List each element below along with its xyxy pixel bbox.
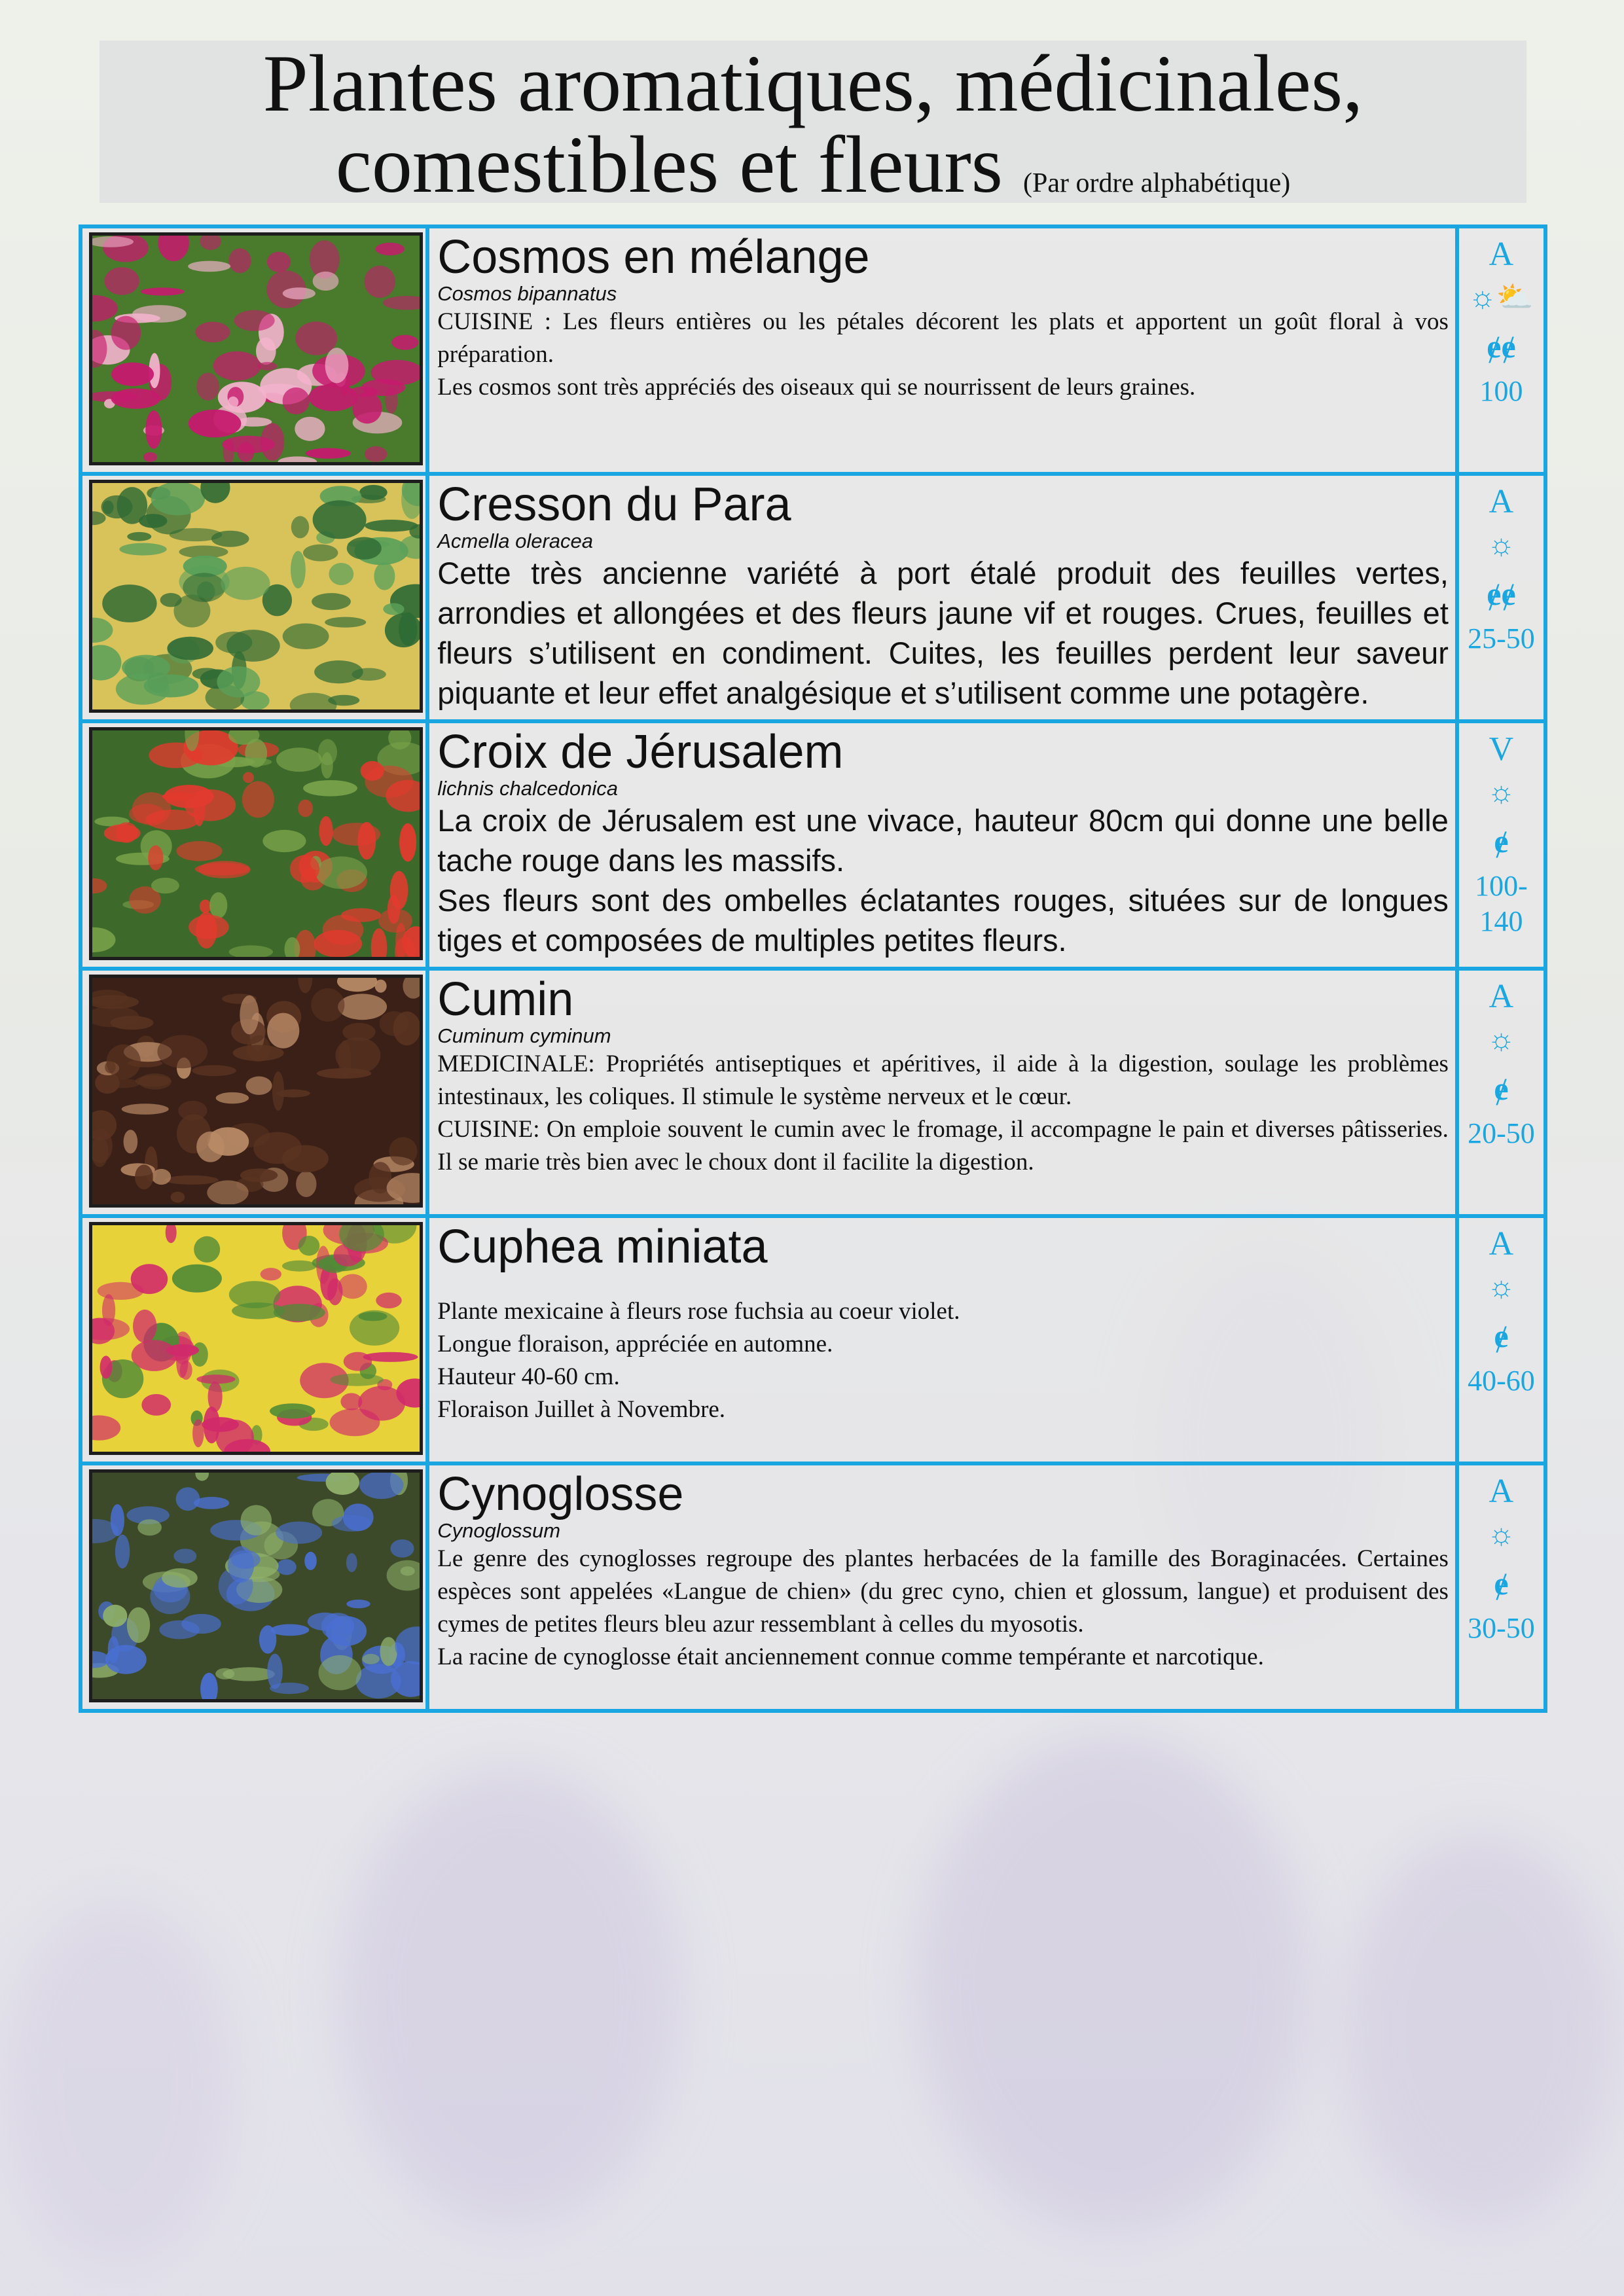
plant-height: 40-60 (1468, 1365, 1535, 1397)
plant-height: 30-50 (1468, 1612, 1535, 1644)
sun-exposure-icon: ☼ (1487, 1517, 1515, 1551)
plant-latin-name (437, 1272, 1449, 1295)
plant-attributes-cell (1457, 226, 1545, 474)
plant-latin-name: Acmella oleracea (437, 529, 594, 552)
page-subtitle: (Par ordre alphabétique) (1023, 168, 1291, 198)
plant-description: Plante mexicaine à fleurs rose fuchsia au coeur violet. Longue floraison, appréciée en automne. Hauteur 40-60 cm. Floraison Juillet à Novembre. (437, 1298, 960, 1423)
plant-height: 100 (1479, 375, 1523, 407)
plant-description: Le genre des cynoglosses regroupe des plantes herbacées de la famille des Boraginacées. Certaines espèces sont appelées «Langue de chien» (du grec cyno, chien et glossum, langue) et produisent des cymes de petites fleurs bleu azur ressemblant à celles du myosotis. La racine de cynoglosse était anciennement connue comme tempérante et narcotique. (437, 1545, 1449, 1670)
plant-name: Cumin (437, 973, 574, 1026)
plant-photo (89, 232, 423, 465)
plant-photo (89, 480, 423, 713)
sun-exposure-icon: ☼ (1487, 528, 1515, 561)
sun-exposure-icon: ☼⛅ (1468, 280, 1534, 314)
plant-cycle: A (1489, 978, 1514, 1015)
plant-photo (89, 727, 423, 960)
background-lavender-blur (0, 1898, 236, 2265)
plant-attributes-cell (1457, 1216, 1545, 1463)
plant-height: 25-50 (1468, 622, 1535, 655)
plant-photo (89, 975, 423, 1208)
water-need-icon: ɇɇ (1487, 575, 1516, 612)
sun-exposure-icon: ☼ (1487, 1022, 1515, 1056)
plant-photo-cell (81, 1216, 427, 1463)
plant-photo-cell (81, 1463, 427, 1711)
plant-attributes-cell (1457, 721, 1545, 969)
sun-exposure-icon: ☼ (1487, 1270, 1515, 1303)
plant-row (81, 969, 1545, 1216)
page-title-line-1: Plantes aromatiques, médicinales, (262, 39, 1363, 128)
plant-description: CUISINE : Les fleurs entières ou les pétales décorent les plats et apportent un goût floral à vos préparation. Les cosmos sont très appréciés des oiseaux qui se nourrissent de leurs graines. (437, 308, 1449, 401)
plant-info-cell (427, 474, 1457, 721)
plant-height: 100- 140 (1475, 870, 1528, 937)
plant-photo-image (92, 730, 420, 957)
plant-photo-cell (81, 969, 427, 1216)
water-need-icon: ɇɇ (1487, 328, 1516, 365)
plant-photo-cell (81, 721, 427, 969)
plant-photo (89, 1469, 423, 1702)
plant-height: 20-50 (1468, 1117, 1535, 1149)
page-title-line-2 (99, 120, 1526, 224)
plant-name: Cosmos en mélange (437, 231, 870, 283)
plant-row (81, 474, 1545, 721)
plant-catalog-table (79, 224, 1547, 1713)
plant-cycle: A (1489, 483, 1514, 520)
plant-info-cell (427, 226, 1457, 474)
plant-description: La croix de Jérusalem est une vivace, hauteur 80cm qui donne une belle tache rouge dans les massifs. Ses fleurs sont des ombelles éclatantes rouges, situées sur de longues tiges et composées de multiples petites fleurs. (437, 803, 1449, 958)
background-lavender-blur (916, 1734, 1309, 2232)
page-title-line-2-text: comestibles et fleurs (335, 120, 1003, 209)
plant-description: MEDICINALE: Propriétés antiseptiques et apéritives, il aide à la digestion, soulage les problèmes intestinaux, les coliques. Il stimule le système nerveux et le cœur. CUISINE: On emploie souvent le cumin avec le fromage, il accompagne le pain et diverses pâtisseries. Il se marie très bien avec le choux dont il facilite la digestion. (437, 1050, 1449, 1175)
water-need-icon: ɇ (1494, 1318, 1509, 1354)
background-lavender-blur (340, 1767, 681, 2225)
plant-photo-cell (81, 226, 427, 474)
plant-attributes-cell (1457, 474, 1545, 721)
plant-photo-image (92, 1473, 420, 1699)
plant-photo-image (92, 1225, 420, 1452)
plant-name: Cynoglosse (437, 1468, 684, 1520)
plant-info-cell (427, 969, 1457, 1216)
plant-attributes-cell (1457, 969, 1545, 1216)
page-title-banner (99, 39, 1526, 209)
plant-latin-name: Cuminum cyminum (437, 1024, 611, 1047)
water-need-icon: ɇ (1494, 823, 1509, 859)
plant-row (81, 721, 1545, 969)
water-need-icon: ɇ (1494, 1565, 1509, 1602)
plant-photo-cell (81, 474, 427, 721)
plant-photo-image (92, 483, 420, 709)
plant-row (81, 226, 1545, 474)
plant-info-cell (427, 1216, 1457, 1463)
plant-cycle: V (1489, 730, 1514, 768)
plant-name: Croix de Jérusalem (437, 726, 844, 778)
plant-photo-image (92, 236, 420, 462)
water-need-icon: ɇ (1494, 1070, 1509, 1107)
plant-photo-image (92, 978, 420, 1204)
plant-name: Cuphea miniata (437, 1221, 768, 1273)
sun-exposure-icon: ☼ (1487, 775, 1515, 808)
plant-photo (89, 1222, 423, 1455)
plant-attributes-cell (1457, 1463, 1545, 1711)
plant-info-cell (427, 721, 1457, 969)
plant-latin-name: Cynoglossum (437, 1519, 561, 1542)
plant-latin-name: lichnis chalcedonica (437, 777, 618, 800)
plant-row (81, 1216, 1545, 1463)
background-lavender-blur (1342, 1833, 1617, 2225)
plant-info-cell (427, 1463, 1457, 1711)
plant-cycle: A (1489, 236, 1514, 273)
plant-name: Cresson du Para (437, 478, 791, 531)
plant-description: Cette très ancienne variété à port étalé produit des feuilles vertes, arrondies et allongées et des fleurs jaune vif et rouges. Crues, feuilles et fleurs s’utilisent en condiment. Cuites, les feuilles perdent leur saveur piquante et leur effet analgésique et s’utilisent comme une potagère. (437, 556, 1449, 710)
plant-cycle: A (1489, 1473, 1514, 1510)
plant-cycle: A (1489, 1225, 1514, 1263)
plant-row (81, 1463, 1545, 1711)
plant-latin-name: Cosmos bipannatus (437, 282, 617, 305)
